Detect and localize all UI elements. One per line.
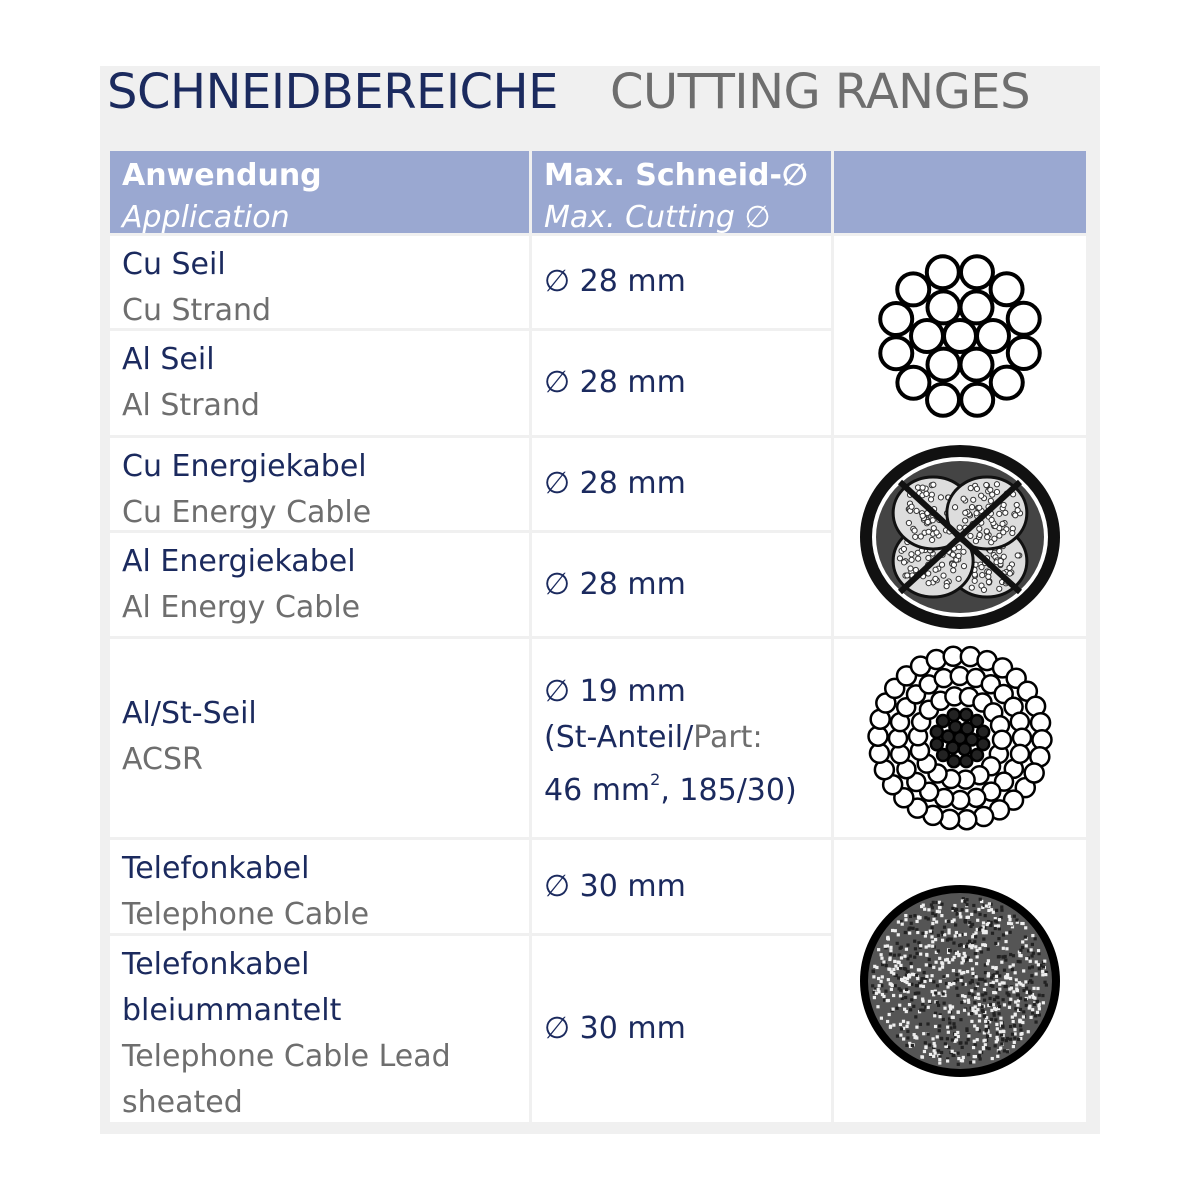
application-de: Al Energiekabel xyxy=(122,544,356,579)
header-diameter xyxy=(532,151,831,233)
row-al-energy-cable-application xyxy=(110,533,529,636)
stranded-conductor-image xyxy=(834,236,1086,435)
application-de: Telefonkabel xyxy=(122,947,310,982)
acsr-note-line1 xyxy=(544,715,831,761)
row-cu-energy-cable-diameter: ∅ 28 mm xyxy=(532,438,831,530)
application-en: Al Energy Cable xyxy=(122,590,361,625)
acsr-note-superscript: 2 xyxy=(650,770,661,789)
four-core-energy-cable-icon xyxy=(855,442,1065,632)
application-en: sheated xyxy=(122,1085,243,1120)
application-en: Telephone Cable xyxy=(122,897,370,932)
application-de: Al/St-Seil xyxy=(122,696,257,731)
acsr-note-area: 46 mm xyxy=(544,773,651,808)
acsr-value: ∅ 19 mm xyxy=(544,674,686,709)
header-application-de: Anwendung xyxy=(122,158,322,193)
row-cu-energy-cable-application xyxy=(110,438,529,530)
application-de: bleiummantelt xyxy=(122,993,342,1028)
page-title xyxy=(107,64,1030,124)
acsr-note-rest: , 185/30) xyxy=(660,773,797,808)
acsr-note-line2 xyxy=(544,761,831,814)
application-en: Cu Strand xyxy=(122,293,272,328)
row-telephone-cable-lead-diameter: ∅ 30 mm xyxy=(532,936,831,1122)
row-cu-strand-application xyxy=(110,236,529,328)
header-diameter-en: Max. Cutting ∅ xyxy=(544,200,771,235)
title-german: SCHNEIDBEREICHE xyxy=(107,64,558,120)
row-telephone-cable-diameter: ∅ 30 mm xyxy=(532,840,831,933)
row-acsr-application xyxy=(110,639,529,837)
stranded-conductor-icon xyxy=(860,236,1060,436)
row-al-strand-application xyxy=(110,331,529,435)
application-en: ACSR xyxy=(122,742,203,777)
telephone-cable-icon xyxy=(855,881,1065,1081)
header-application xyxy=(110,151,529,233)
application-en: Telephone Cable Lead xyxy=(122,1039,451,1074)
application-en: Al Strand xyxy=(122,388,260,423)
acsr-note-part: Part: xyxy=(693,720,763,755)
acsr-note-open: (St-Anteil/ xyxy=(544,720,694,755)
row-telephone-cable-application xyxy=(110,840,529,933)
header-application-en: Application xyxy=(122,200,290,235)
application-en: Cu Energy Cable xyxy=(122,495,372,530)
header-image xyxy=(834,151,1086,233)
header-diameter-de: Max. Schneid-∅ xyxy=(544,158,808,193)
application-de: Cu Seil xyxy=(122,247,226,282)
application-de: Cu Energiekabel xyxy=(122,449,367,484)
application-de: Telefonkabel xyxy=(122,851,310,886)
energy-cable-image xyxy=(834,438,1086,636)
row-al-strand-diameter: ∅ 28 mm xyxy=(532,331,831,435)
acsr-conductor-image xyxy=(834,639,1086,837)
application-de: Al Seil xyxy=(122,342,215,377)
telephone-cable-image xyxy=(834,840,1086,1122)
row-cu-strand-diameter: ∅ 28 mm xyxy=(532,236,831,328)
row-acsr-diameter xyxy=(532,639,831,837)
title-english: CUTTING RANGES xyxy=(609,64,1031,120)
row-telephone-cable-lead-application xyxy=(110,936,529,1122)
acsr-conductor-icon xyxy=(862,640,1058,836)
row-al-energy-cable-diameter: ∅ 28 mm xyxy=(532,533,831,636)
